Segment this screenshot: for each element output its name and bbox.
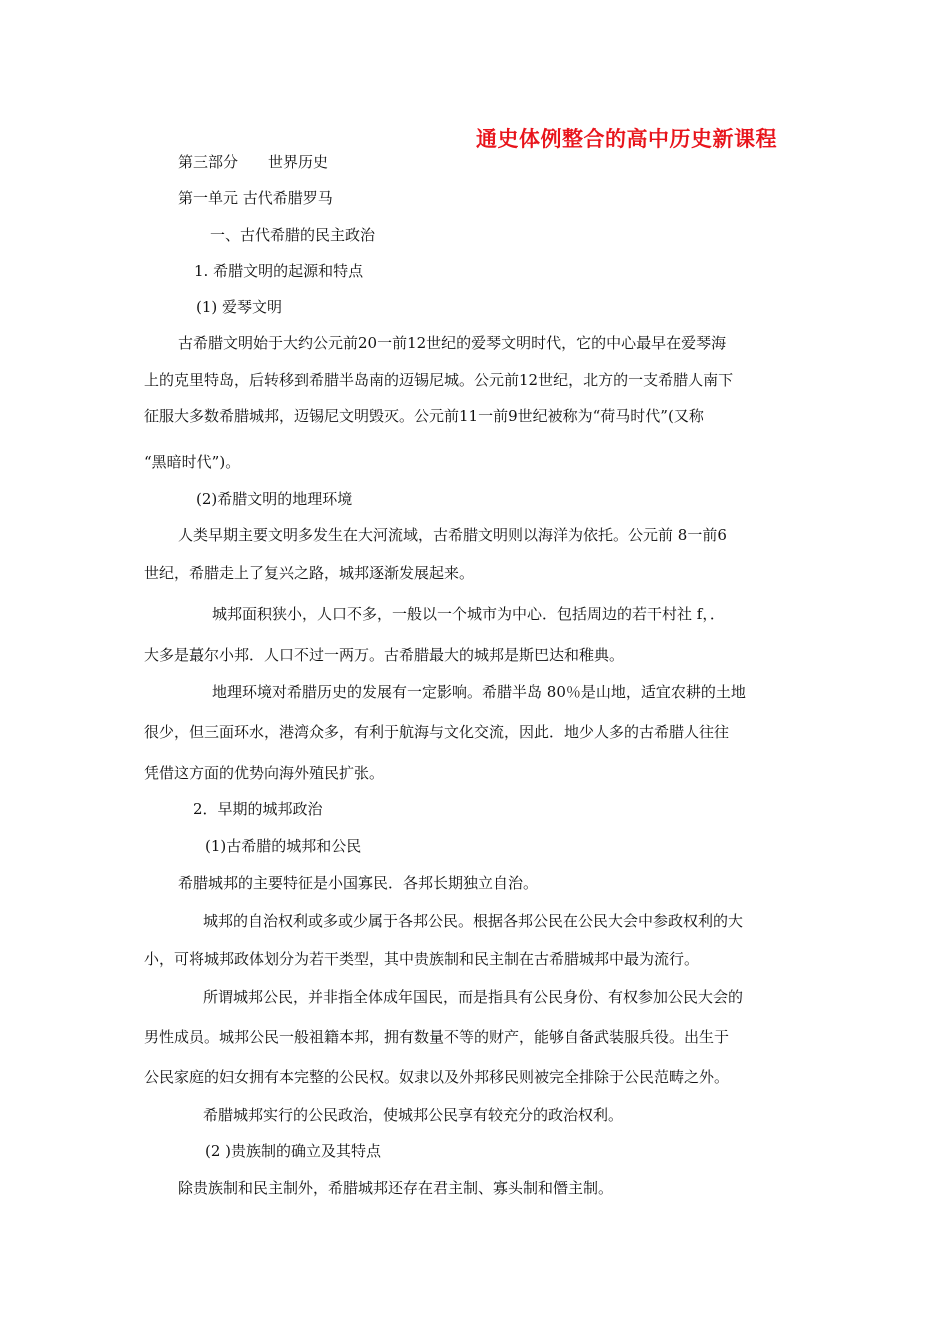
section-heading: 一、古代希腊的民主政治	[210, 226, 376, 244]
paragraph-line: 地理环境对希腊历史的发展有一定影响。希腊半岛 80％是山地，适宜农耕的土地	[212, 683, 746, 701]
paragraph-line: 凭借这方面的优势向海外殖民扩张。	[144, 764, 385, 782]
unit-heading: 第一单元 古代希腊罗马	[178, 189, 333, 207]
paragraph-line: 世纪，希腊走上了复兴之路，城邦逐渐发展起来。	[144, 564, 475, 582]
part-label: 第三部分	[178, 153, 239, 171]
paragraph-line: 城邦面积狭小，人口不多，一般以一个城市为中心．包括周边的若干村社 f，．	[212, 605, 725, 623]
item-heading: (2)希腊文明的地理环境	[196, 490, 353, 508]
paragraph-line: 人类早期主要文明多发生在大河流域，古希腊文明则以海洋为依托。公元前 8一前6	[178, 526, 727, 544]
paragraph-line: 除贵族制和民主制外，希腊城邦还存在君主制、寡头制和僭主制。	[178, 1179, 614, 1197]
part-heading	[178, 152, 328, 172]
paragraph-line: 男性成员。城邦公民一般祖籍本邦，拥有数量不等的财产，能够自备武装服兵役。出生于	[144, 1028, 730, 1046]
subsection-heading: 2．早期的城邦政治	[193, 800, 323, 818]
part-name: 世界历史	[268, 153, 329, 171]
paragraph-line: 很少，但三面环水，港湾众多，有利于航海与文化交流，因此．地少人多的古希腊人往往	[144, 723, 730, 741]
paragraph-line: “黑暗时代”)。	[144, 453, 241, 471]
paragraph-line: 大多是蕞尔小邦．人口不过一两万。古希腊最大的城邦是斯巴达和稚典。	[144, 646, 625, 664]
subsection-heading: 1. 希腊文明的起源和特点	[194, 262, 364, 280]
paragraph-line: 所谓城邦公民，并非指全体成年国民，而是指具有公民身份、有权参加公民大会的	[203, 988, 744, 1006]
item-heading: (2 )贵族制的确立及其特点	[205, 1142, 382, 1160]
document-title: 通史体例整合的高中历史新课程	[476, 126, 777, 151]
paragraph-line: 古希腊文明始于大约公元前20一前12世纪的爱琴文明时代，它的中心最早在爱琴海	[178, 334, 727, 352]
paragraph-line: 希腊城邦实行的公民政治，使城邦公民享有较充分的政治权利。	[203, 1106, 624, 1124]
paragraph-line: 希腊城邦的主要特征是小国寡民．各邦长期独立自治。	[178, 874, 539, 892]
item-heading: (1)古希腊的城邦和公民	[205, 837, 362, 855]
paragraph-line: 上的克里特岛，后转移到希腊半岛南的迈锡尼城。公元前12世纪，北方的一支希腊人南下	[144, 371, 734, 389]
paragraph-line: 城邦的自治权利或多或少属于各邦公民。根据各邦公民在公民大会中参政权利的大	[203, 912, 744, 930]
paragraph-line: 征服大多数希腊城邦，迈锡尼文明毁灭。公元前11一前9世纪被称为“荷马时代”(又称	[144, 407, 704, 425]
paragraph-line: 公民家庭的妇女拥有本完整的公民权。奴隶以及外邦移民则被完全排除于公民范畴之外。	[144, 1068, 730, 1086]
paragraph-line: 小，可将城邦政体划分为若干类型，其中贵族制和民主制在古希腊城邦中最为流行。	[144, 950, 700, 968]
item-heading: (1) 爱琴文明	[196, 298, 283, 316]
